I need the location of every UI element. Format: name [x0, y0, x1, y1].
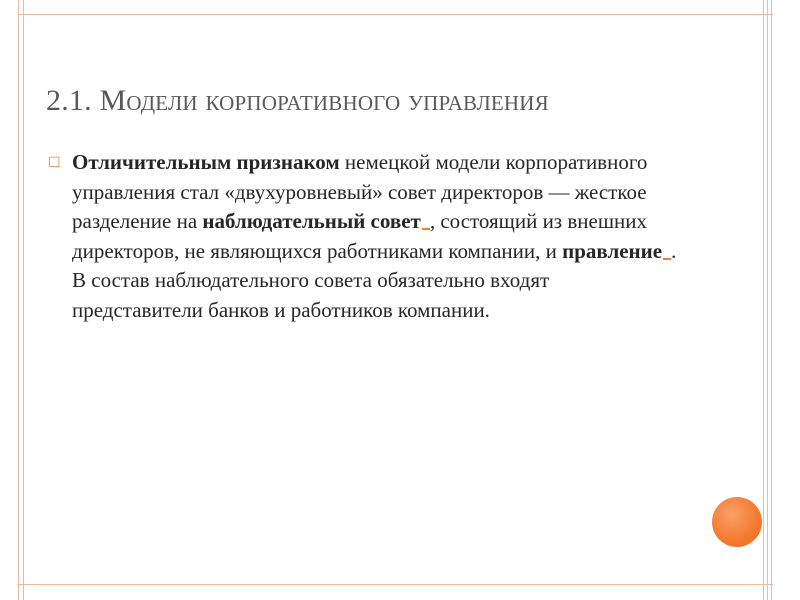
frame-line-top [18, 14, 773, 15]
bold-term-supervisory-board: наблюдательный совет [202, 209, 421, 233]
paragraph-text-1: немецкой модели корпоративного управления стал «двухуровневый» совет директоров — жесткое разделение на [72, 150, 648, 233]
frame-line-right-3 [771, 0, 772, 600]
frame-line-left-outer [18, 0, 19, 600]
square-bullet-icon: ☐ [48, 155, 61, 171]
link-marker [663, 257, 671, 260]
frame-line-left-inner [23, 0, 24, 600]
frame-line-right-2 [767, 0, 768, 600]
bold-term-management-board: правление [562, 238, 663, 263]
slide-title: 2.1. Модели корпоративного управления [46, 84, 549, 117]
orange-circle-decoration [712, 497, 762, 547]
frame-line-right-1 [763, 0, 764, 600]
bullet-item [48, 148, 678, 325]
paragraph-text-3: . В состав наблюдательного совета обязательно входят представители банков и работников компании. [72, 238, 677, 322]
paragraph-text-2: , состоящий из внешних директоров, не являющихся работниками компании, и [72, 209, 647, 263]
bullet-paragraph [72, 148, 678, 325]
bold-term-distinctive-feature: Отличительным признаком [72, 150, 340, 174]
frame-line-bottom [18, 584, 773, 585]
link-marker [422, 227, 430, 230]
